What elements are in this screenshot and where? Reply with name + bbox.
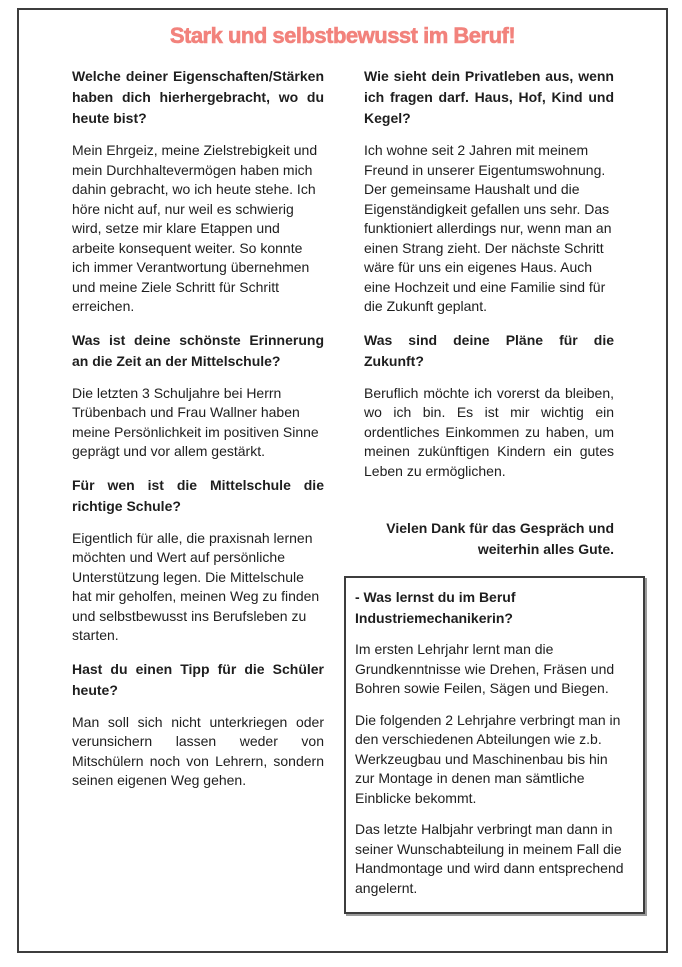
answer-block: Man soll sich nicht unterkriegen oder verunsichern lassen weder von Mitschülern noch von Lehrern, sondern seinen eigenen Weg gehen.	[72, 713, 324, 788]
answer-block: Beruflich möchte ich vorerst da bleiben, wo ich bin. Es ist mir wichtig ein ordentliches Einkommen zu haben, um meinen zukünftigen Kindern ein gutes Leben zu ermöglichen.	[364, 384, 614, 479]
columns-container	[19, 66, 666, 914]
info-box	[344, 576, 645, 914]
question-block: Was ist deine schönste Erinnerung an die Zeit an der Mittelschule?	[72, 331, 324, 369]
question-block: Was sind deine Pläne für die Zukunft?	[364, 331, 614, 369]
answer-block: Eigentlich für alle, die praxisnah lernen möchten und Wert auf persönliche Unterstützung legen. Die Mittelschule hat mir geholfen, meinen Weg zu finden und selbstbewusst ins Berufsleben zu starten.	[72, 529, 320, 643]
info-box-paragraph: Im ersten Lehrjahr lernt man die Grundkenntnisse wie Drehen, Fräsen und Bohren sowie Feilen, Sägen und Biegen.	[355, 641, 615, 696]
page-frame	[17, 8, 668, 953]
answer-block: Mein Ehrgeiz, meine Zielstrebigkeit und mein Durchhaltevermögen haben mich dahin gebracht, wo ich heute stehe. Ich höre nicht auf, nur weil es schwierig wird, setze mir klare Etappen und arbeite konsequent weiter. So konnte ich immer Verantwortung übernehmen und meine Ziele Schritt für Schritt erreichen.	[72, 142, 318, 314]
question-block: Für wen ist die Mittelschule die richtige Schule?	[72, 476, 324, 514]
thanks-note: Vielen Dank für das Gespräch und weiterhin alles Gute.	[386, 520, 614, 557]
page-title: Stark und selbstbewusst im Beruf!	[169, 23, 516, 48]
question-block: Hast du einen Tipp für die Schüler heute?	[72, 660, 324, 698]
left-column	[72, 66, 324, 914]
info-box-paragraph: Die folgenden 2 Lehrjahre verbringt man in den verschiedenen Abteilungen wie z.b. Werkzeugbau und Maschinenbau bis hin zur Montage in denen man sämtliche Einblicke bekommt.	[355, 711, 621, 806]
right-column	[355, 66, 624, 914]
answer-block: Die letzten 3 Schuljahre bei Herrn Trübenbach und Frau Wallner haben meine Persönlichkeit im positiven Sinne geprägt und vor allem gestärkt.	[72, 384, 319, 459]
question-block: Welche deiner Eigenschaften/Stärken haben dich hierhergebracht, wo du heute bist?	[72, 68, 324, 126]
answer-block: Ich wohne seit 2 Jahren mit meinem Freund in unserer Eigentumswohnung. Der gemeinsame Haushalt und die Eigenständigkeit gefallen uns sehr. Das funktioniert allerdings nur, wenn man an einen Strang zieht. Der nächste Schritt wäre für uns ein eigenes Haus. Auch eine Hochzeit und eine Familie sind für die Zukunft geplant.	[364, 142, 612, 314]
info-box-paragraph: Das letzte Halbjahr verbringt man dann in seiner Wunschabteilung in meinem Fall die Handmontage und wird dann entsprechend angelernt.	[355, 821, 624, 896]
info-box-heading: - Was lernst du im Beruf Industriemechanikerin?	[355, 589, 516, 626]
question-block: Wie sieht dein Privatleben aus, wenn ich fragen darf. Haus, Hof, Kind und Kegel?	[364, 68, 614, 126]
